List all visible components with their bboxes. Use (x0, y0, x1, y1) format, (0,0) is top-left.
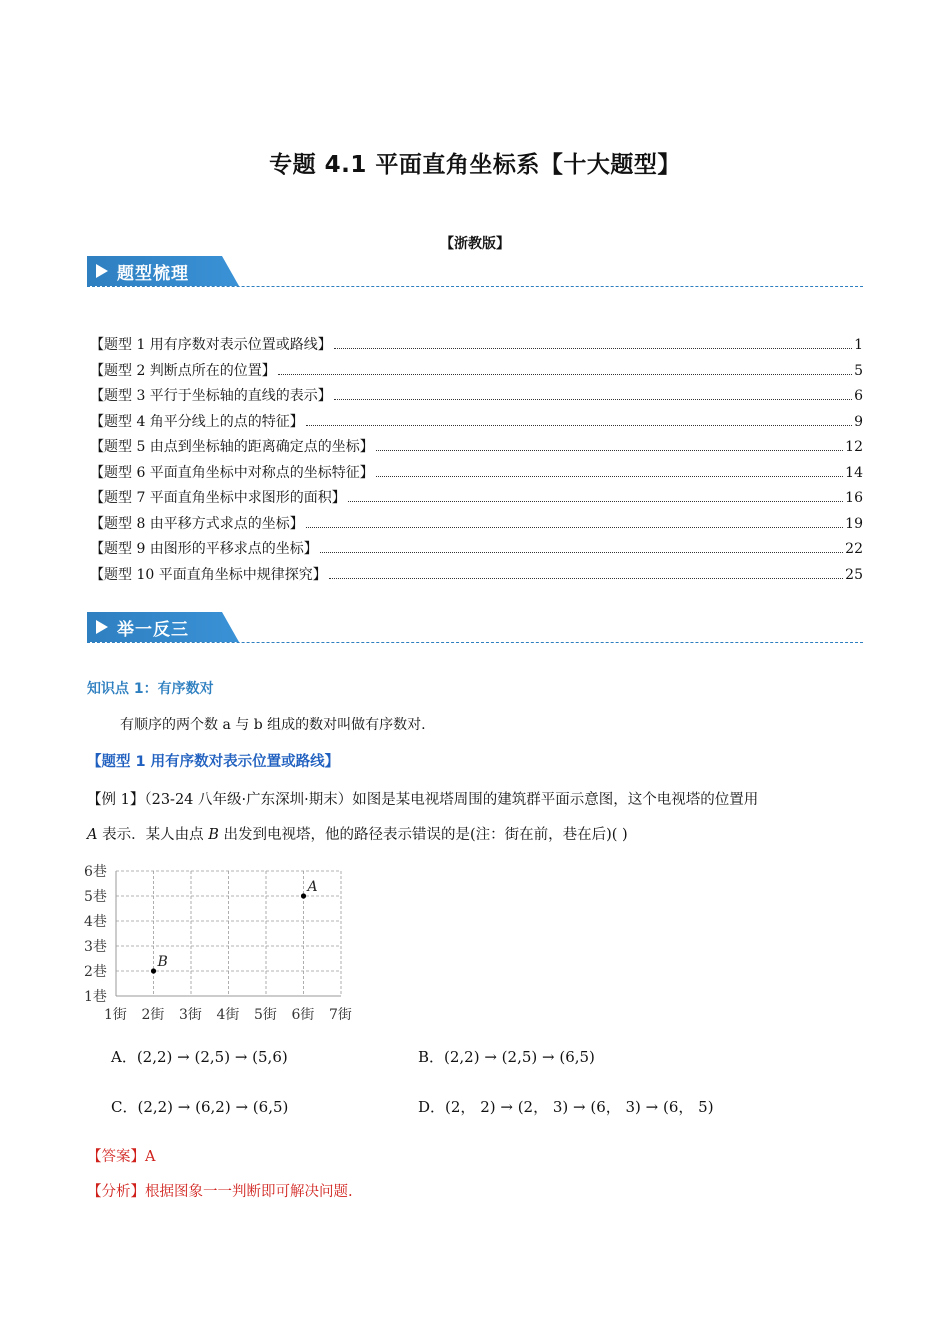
toc-label: 【题型 4 角平分线上的点的特征】 (90, 413, 304, 430)
option-a: A．(2,2) → (2,5) → (5,6) (111, 1048, 288, 1066)
street-label: 6街 (291, 1007, 315, 1023)
toc-page: 5 (854, 362, 863, 379)
banner-label: 举一反三 (117, 620, 189, 640)
play-icon (96, 620, 108, 634)
lane-label: 5巷 (84, 889, 107, 905)
lane-label: 1巷 (84, 989, 107, 1005)
street-label: 2街 (141, 1007, 165, 1023)
toc-page: 19 (845, 515, 863, 532)
toc-leader (376, 476, 843, 477)
answer: 【答案】A (87, 1149, 156, 1165)
toc-label: 【题型 2 判断点所在的位置】 (90, 362, 276, 379)
lane-label: 4巷 (84, 914, 107, 930)
toc-page: 12 (845, 439, 863, 455)
example-text-3: 出发到电视塔，他的路径表示错误的是(注：街在前，巷在后)( ) (218, 827, 628, 843)
toc-item[interactable] (90, 462, 863, 488)
var-b: B (208, 827, 219, 843)
toc-label: 【题型 7 平面直角坐标中求图形的面积】 (90, 490, 346, 506)
example-question (87, 783, 867, 853)
page-title: 专题 4.1 平面直角坐标系【十大题型】 (269, 152, 681, 178)
toc-item[interactable] (90, 436, 863, 462)
toc-page: 16 (845, 490, 863, 506)
toc-page: 6 (854, 388, 863, 404)
street-label: 3街 (179, 1007, 202, 1023)
section-banner-examples (87, 612, 863, 644)
street-label: 1街 (104, 1007, 127, 1023)
point-label: A (307, 879, 318, 895)
toc-label: 【题型 10 平面直角坐标中规律探究】 (90, 566, 327, 583)
edition-label: 【浙教版】 (440, 236, 510, 252)
toc-item[interactable] (90, 360, 863, 386)
lane-label: 6巷 (84, 864, 107, 880)
lane-label: 3巷 (84, 939, 107, 955)
var-a: A (87, 827, 98, 843)
toc-label: 【题型 5 由点到坐标轴的距离确定点的坐标】 (90, 439, 374, 455)
example-text-1: 如图是某电视塔周围的建筑群平面示意图，这个电视塔的位置用 (352, 792, 759, 808)
option-c: C．(2,2) → (6,2) → (6,5) (111, 1098, 289, 1116)
toc-item[interactable] (90, 334, 863, 360)
toc-item[interactable] (90, 411, 863, 437)
option-d: D．(2， 2) → (2， 3) → (6， 3) → (6， 5) (418, 1098, 714, 1116)
point-a (301, 893, 306, 898)
lane-label: 2巷 (84, 964, 107, 980)
toc-leader (306, 527, 843, 528)
street-label: 5街 (254, 1007, 277, 1023)
analysis: 【分析】根据图象一一判断即可解决问题. (87, 1184, 353, 1200)
toc-item[interactable] (90, 564, 863, 590)
toc-label: 【题型 6 平面直角坐标中对称点的坐标特征】 (90, 464, 374, 481)
toc-page: 14 (845, 464, 863, 481)
banner-label: 题型梳理 (117, 264, 189, 284)
toc-leader (376, 450, 843, 451)
toc-page: 1 (854, 337, 863, 353)
toc-label: 【题型 8 由平移方式求点的坐标】 (90, 515, 304, 532)
toc-label: 【题型 3 平行于坐标轴的直线的表示】 (90, 388, 332, 404)
toc-leader (320, 552, 843, 553)
toc-leader (348, 501, 843, 502)
toc-leader (329, 578, 843, 579)
point-b (151, 968, 156, 973)
toc-leader (306, 425, 852, 426)
example-tag: 【例 1】 (87, 792, 145, 808)
street-label: 4街 (216, 1007, 240, 1023)
toc-item[interactable] (90, 385, 863, 411)
toc-label: 【题型 1 用有序数对表示位置或路线】 (90, 337, 332, 353)
toc-item[interactable] (90, 538, 863, 564)
toc-label: 【题型 9 由图形的平移求点的坐标】 (90, 541, 318, 557)
point-label: B (157, 954, 168, 970)
question-type-heading: 【题型 1 用有序数对表示位置或路线】 (87, 754, 340, 770)
toc-item[interactable] (90, 487, 863, 513)
toc-leader (278, 374, 852, 375)
toc-leader (334, 399, 852, 400)
example-text-2: 表示．某人由点 (97, 827, 209, 843)
street-label: 7街 (329, 1007, 352, 1023)
toc-page: 22 (845, 541, 863, 557)
example-source: （23-24 八年级·广东深圳·期末） (144, 792, 353, 808)
toc-page: 25 (845, 566, 863, 583)
toc-leader (334, 348, 852, 349)
toc-page: 9 (854, 413, 863, 430)
play-icon (96, 264, 108, 278)
option-b: B．(2,2) → (2,5) → (6,5) (418, 1048, 595, 1066)
definition-text: 有顺序的两个数 a 与 b 组成的数对叫做有序数对. (120, 717, 426, 733)
section-banner-overview (87, 256, 863, 288)
table-of-contents (90, 334, 863, 589)
knowledge-point-heading: 知识点 1：有序数对 (87, 681, 214, 697)
street-lane-grid (84, 862, 364, 1032)
toc-item[interactable] (90, 513, 863, 539)
